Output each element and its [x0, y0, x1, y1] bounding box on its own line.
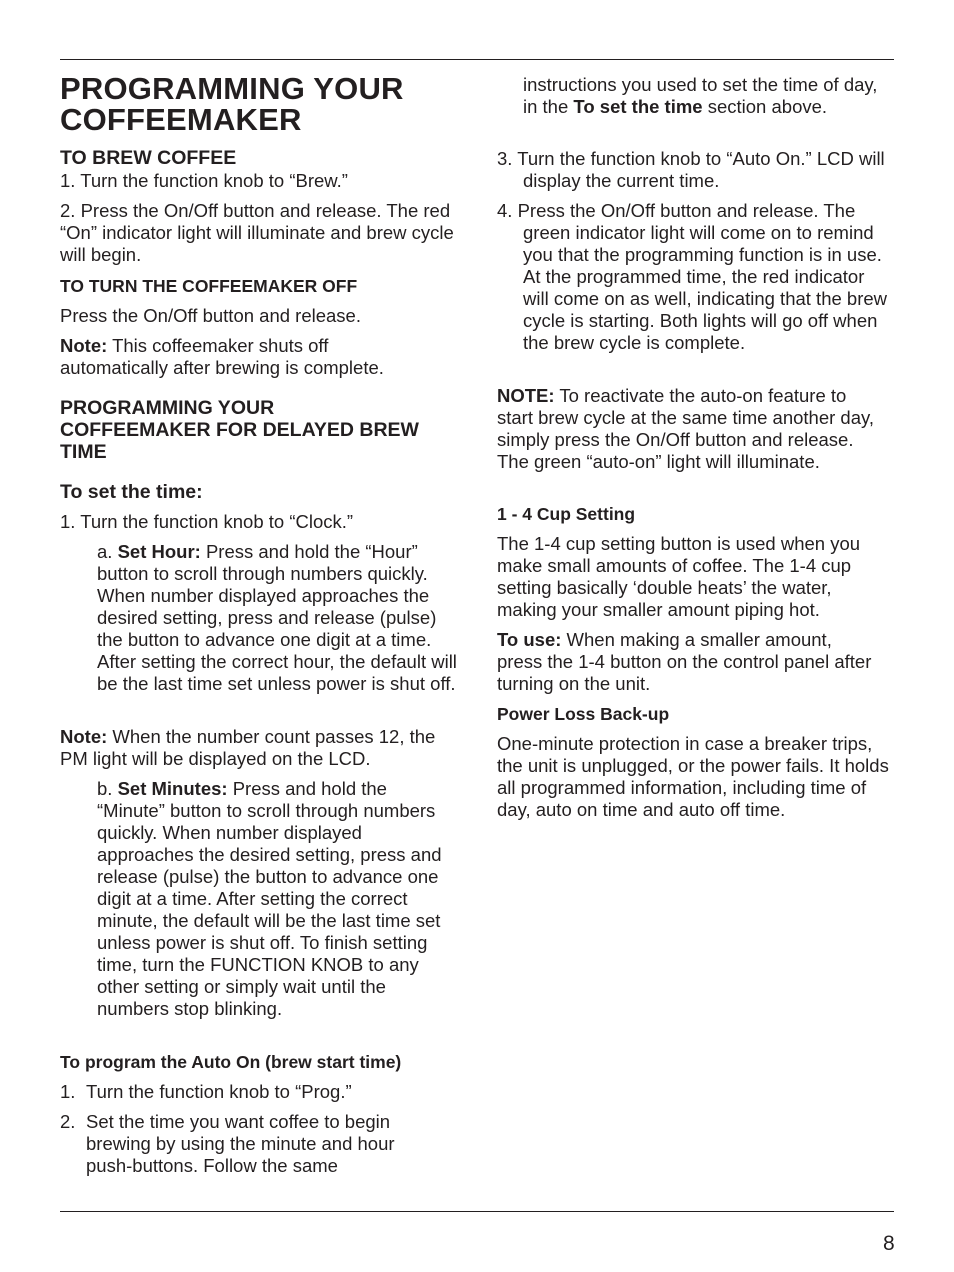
- off-note: [60, 335, 420, 379]
- auto-on-note: [497, 385, 882, 473]
- auto-on-step-3: 3. Turn the function knob to “Auto On.” LCD will display the current time.: [497, 148, 885, 191]
- set-hour-step: [97, 541, 459, 695]
- set-time-heading: To set the time:: [60, 481, 203, 503]
- set-minutes-step: [97, 778, 459, 1020]
- set-hour-label: Set Hour:: [117, 541, 201, 562]
- pm-note-text: When the number count passes 12, the PM light will be displayed on the LCD.: [60, 726, 436, 769]
- brew-step-2: 2. Press the On/Off button and release. The red “On” indicator light will illuminate and brew cycle will begin.: [60, 200, 454, 265]
- power-loss-heading: Power Loss Back-up: [497, 704, 670, 724]
- auto-on-note-label: NOTE:: [497, 385, 555, 406]
- page-number: 8: [883, 1232, 895, 1255]
- top-rule: [60, 59, 894, 60]
- off-heading: TO TURN THE COFFEEMAKER OFF: [60, 276, 358, 296]
- bottom-rule: [60, 1211, 894, 1212]
- cup-setting-heading: 1 - 4 Cup Setting: [497, 504, 636, 524]
- page-title: PROGRAMMING YOUR COFFEEMAKER: [60, 71, 404, 137]
- auto-on-step-2: [60, 1111, 422, 1177]
- pm-note-label: Note:: [60, 726, 108, 747]
- auto-on-step-1: [60, 1081, 436, 1103]
- auto-on-step-2-continued: [523, 74, 883, 118]
- off-note-label: Note:: [60, 335, 108, 356]
- set-time-step-1: 1. Turn the function knob to “Clock.”: [60, 511, 354, 532]
- auto-on-step-2-text: Set the time you want coffee to begin brewing by using the minute and hour push-buttons. Follow the same: [86, 1111, 395, 1176]
- auto-on-heading: To program the Auto On (brew start time): [60, 1052, 402, 1072]
- power-loss-text: One-minute protection in case a breaker trips, the unit is unplugged, or the power fails. It holds all programmed information, including time of day, auto on time and auto off time.: [497, 733, 889, 820]
- set-minutes-label: Set Minutes:: [117, 778, 228, 799]
- auto-on-step-4: 4. Press the On/Off button and release. The green indicator light will come on to remind you that the programming function is in use. At the programmed time, the red indicator will come on as well, indicating that the brew cycle is starting. Both lights will go off when the brew cycle is complete.: [497, 200, 888, 353]
- set-minutes-text: Press and hold the “Minute” button to scroll through numbers quickly. When number displayed approaches the desired setting, press and release (pulse) the button to advance one digit at a time. After setting the correct minute, the default will be the last time set unless power is shut off. To finish setting time, turn the FUNCTION KNOB to any other setting or simply wait until the numbers stop blinking.: [97, 778, 442, 1019]
- cup-setting-text: The 1-4 cup setting button is used when you make small amounts of coffee. The 1-4 cup setting basically ‘double heats’ the water, making your smaller amount piping hot.: [497, 533, 861, 620]
- auto-on-step-2-number: 2.: [60, 1111, 76, 1132]
- set-hour-prefix: a.: [97, 541, 118, 562]
- set-minutes-prefix: b.: [97, 778, 118, 799]
- auto-on-note-text: To reactivate the auto-on feature to start brew cycle at the same time another day, simply press the On/Off button and release. The green “auto-on” light will illuminate.: [497, 385, 875, 472]
- pm-note: [60, 726, 440, 770]
- delayed-heading: PROGRAMMING YOUR COFFEEMAKER FOR DELAYED BREW TIME: [60, 397, 419, 463]
- step-2-cont-text-a: instructions you used to set the time of day, in the: [523, 74, 878, 117]
- auto-on-step-1-text: Turn the function knob to “Prog.”: [86, 1081, 352, 1102]
- cup-setting-use: [497, 629, 877, 695]
- brew-step-1: 1. Turn the function knob to “Brew.”: [60, 170, 348, 191]
- set-hour-text: Press and hold the “Hour” button to scroll through numbers quickly. When number displayed approaches the desired setting, press and release (pulse) the button to advance one digit at a time. After setting the correct hour, the default will be the last time set unless power is shut off.: [97, 541, 457, 694]
- auto-on-step-1-number: 1.: [60, 1081, 76, 1102]
- cup-use-text: When making a smaller amount, press the 1-4 button on the control panel after turning on the unit.: [497, 629, 872, 694]
- cup-use-label: To use:: [497, 629, 562, 650]
- brew-heading: TO BREW COFFEE: [60, 147, 237, 169]
- off-text: Press the On/Off button and release.: [60, 305, 361, 326]
- step-2-cont-link-text: To set the time: [573, 96, 703, 117]
- step-2-cont-text-b: section above.: [702, 96, 828, 117]
- off-note-text: This coffeemaker shuts off automatically after brewing is complete.: [60, 335, 384, 378]
